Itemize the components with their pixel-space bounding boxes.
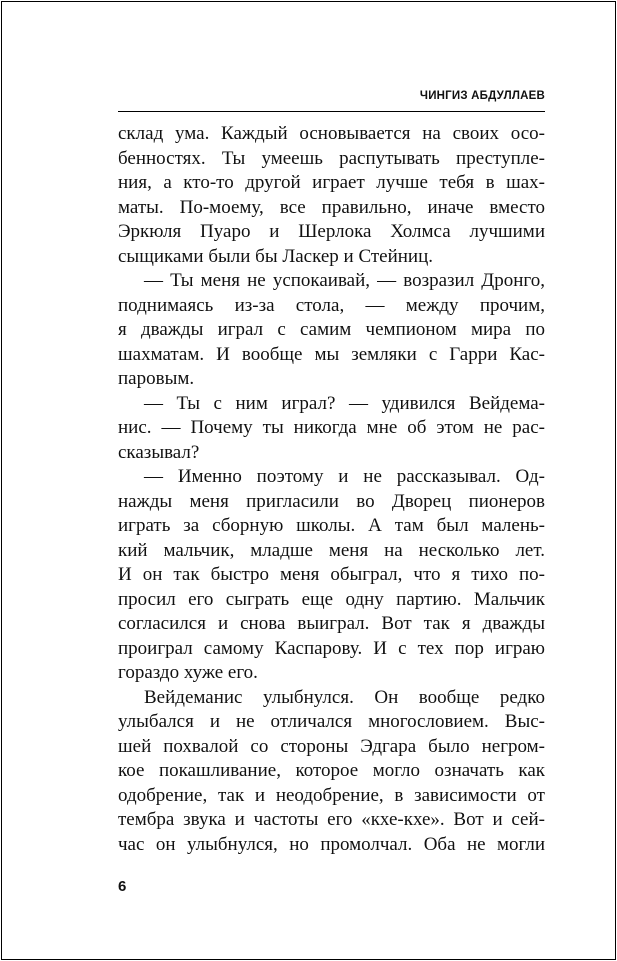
paragraph (118, 392, 545, 466)
text-line: Эркюля Пуаро и Шерлока Холмса лучшими (118, 221, 545, 242)
paragraph (118, 269, 545, 392)
text-line: кий мальчик, младше меня на несколько лет. (118, 539, 545, 561)
text-line: я дважды играл с самим чемпионом мира по (118, 319, 545, 340)
paragraph (118, 465, 545, 686)
text-line: И он так быстро меня обыграл, что я тихо по- (118, 564, 545, 585)
text-line: — Ты меня не успокаивай, — возразил Дронго, (144, 270, 545, 291)
text-line: нажды меня пригласили во Дворец пионеров (118, 490, 545, 512)
body-text (118, 122, 545, 857)
paragraph (118, 686, 545, 858)
text-line: паровым. (118, 368, 195, 389)
text-line: маты. По-моему, все правильно, иначе вместо (118, 196, 545, 218)
text-line: просил его сыграть еще одну партию. Мальчик (118, 588, 545, 610)
text-line: одобрение, так и неодобрение, в зависимости от (118, 784, 545, 806)
text-line: играть за сборную школы. А там был малень- (118, 515, 545, 536)
text-line: согласился и снова выиграл. Вот так я дважды (118, 613, 545, 634)
text-line: кое покашливание, которое могло означать как (118, 760, 545, 781)
text-line: шей похвалой со стороны Эдгара было негром- (118, 735, 545, 757)
text-line: час он улыбнулся, но промолчал. Оба не могли (118, 833, 545, 855)
paragraph (118, 122, 545, 269)
text-line: бенностях. Ты умеешь распутывать преступле- (118, 147, 545, 169)
text-line: гораздо хуже его. (118, 662, 258, 683)
text-line: склад ума. Каждый основывается на своих осо- (118, 123, 545, 144)
text-line: нис. — Почему ты никогда мне об этом не рас- (118, 417, 545, 438)
page-number: 6 (118, 878, 127, 895)
header-rule (118, 111, 545, 112)
text-line: шахматам. И вообще мы земляки с Гарри Кас- (118, 343, 545, 365)
running-header-author: ЧИНГИЗ АБДУЛЛАЕВ (419, 90, 545, 102)
text-line: — Ты с ним играл? — удивился Вейдема- (144, 392, 545, 414)
text-line: проиграл самому Каспарову. И с тех пор играю (118, 637, 545, 659)
text-line: ния, а кто-то другой играет лучше тебя в шах- (118, 172, 545, 193)
text-line: — Именно поэтому и не рассказывал. Од- (144, 466, 545, 487)
text-line: сыщиками были бы Ласкер и Стейниц. (118, 245, 434, 267)
text-line: улыбался и не отличался многословием. Выс- (118, 711, 545, 732)
text-line: тембра звука и частоты его «кхе-кхе». Вот и сей- (118, 809, 545, 830)
text-line: Вейдеманис улыбнулся. Он вообще редко (144, 686, 545, 708)
text-line: сказывал? (118, 441, 200, 463)
text-line: поднимаясь из-за стола, — между прочим, (118, 294, 545, 316)
